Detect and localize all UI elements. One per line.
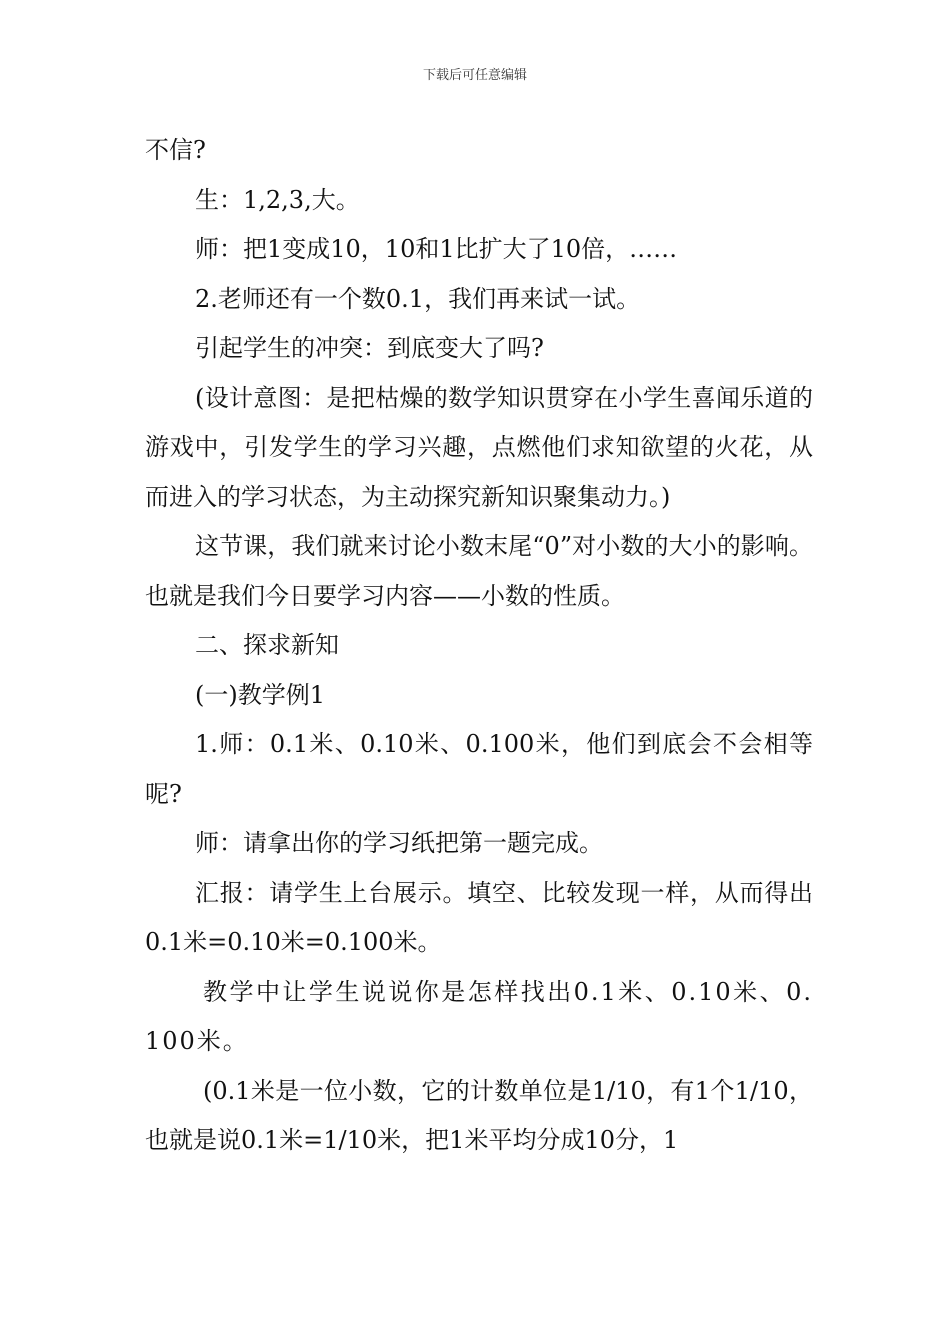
paragraph-teacher-question: 1.师：0.1米、0.10米、0.100米，他们到底会不会相等呢? [145,730,813,808]
paragraph-teaching-note: 教学中让学生说说你是怎样找出0.1米、0.10米、0.100米。 [145,977,813,1055]
paragraph-lesson-intro: 这节课，我们就来讨论小数末尾“0”对小数的大小的影响。也就是我们今日要学习内容——小数的性质。 [145,532,813,610]
paragraph-student-answer: 生：1,2,3,大。 [195,185,360,214]
paragraph-report: 汇报：请学生上台展示。填空、比较发现一样，从而得出0.1米=0.10米=0.100米。 [145,878,813,956]
paragraph-teacher-example: 师：把1变成10，10和1比扩大了10倍，…… [195,235,678,263]
document-body [145,126,813,1166]
paragraph-design-intent: (设计意图：是把枯燥的数学知识贯穿在小学生喜闻乐道的游戏中，引发学生的学习兴趣，点燃他们求知欲望的火花，从而进入的学习状态，为主动探究新知识聚集动力。) [145,383,813,511]
paragraph-worksheet: 师：请拿出你的学习纸把第一题完成。 [195,829,603,857]
section-heading-explore: 二、探求新知 [195,631,339,659]
paragraph-conflict: 引起学生的冲突：到底变大了吗? [195,334,544,362]
paragraph-continuation: 不信? [145,136,206,164]
paragraph-explanation: (0.1米是一位小数，它的计数单位是1/10，有1个1/10，也就是说0.1米=1/10米，把1米平均分成10分，1 [145,1076,813,1154]
page-header: 下载后可任意编辑 [422,68,527,83]
subsection-heading-example: (一)教学例1 [195,680,325,709]
paragraph-second-number: 2.老师还有一个数0.1，我们再来试一试。 [195,284,641,313]
